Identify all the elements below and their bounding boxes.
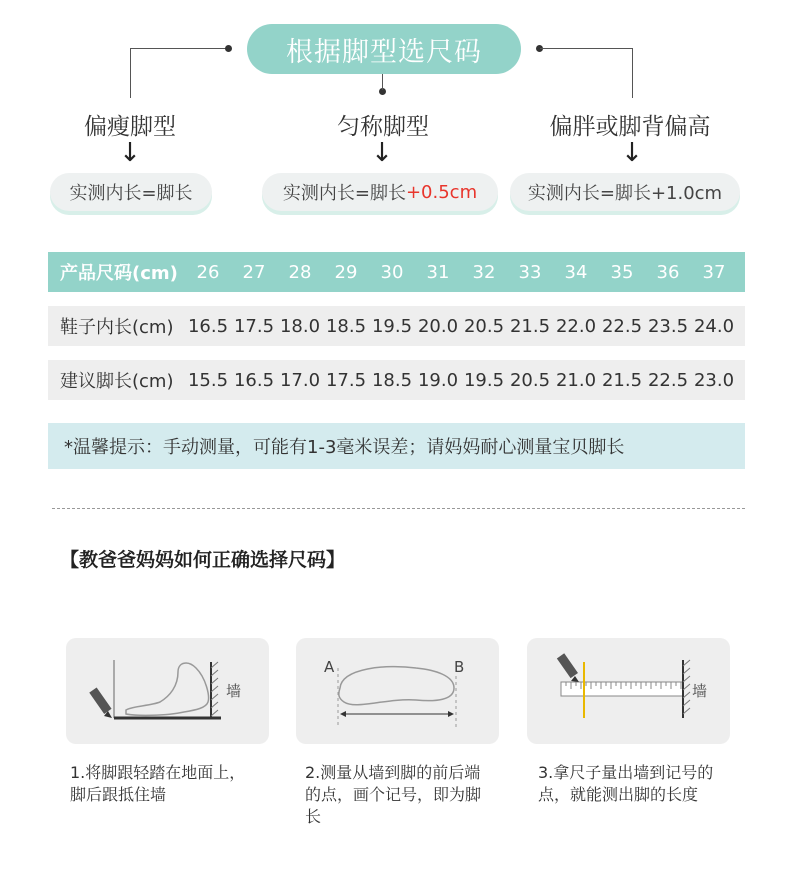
table-cell: 22.5 — [647, 369, 689, 391]
foot-outline-measure-icon — [296, 638, 499, 744]
table-cell: 24.0 — [693, 315, 735, 337]
table-cell: 35 — [610, 261, 634, 283]
formula-text: 实测内长=脚长 — [69, 183, 193, 204]
table-cell: 22.5 — [601, 315, 643, 337]
table-cell: 37 — [702, 261, 726, 283]
table-cell: 20.5 — [463, 315, 505, 337]
connector-mid-v — [382, 74, 383, 90]
table-cell: 19.0 — [417, 369, 459, 391]
connector-right-v — [632, 48, 633, 98]
formula-normal — [262, 173, 498, 211]
step1-caption: 1.将脚跟轻踏在地面上，脚后跟抵住墙 — [70, 763, 246, 804]
formula-extra: +0.5cm — [405, 181, 478, 203]
table-cell: 21.0 — [555, 369, 597, 391]
table-cell: 17.0 — [279, 369, 321, 391]
step3-illustration — [527, 638, 730, 744]
step3-caption: 3.拿尺子量出墙到记号的点，就能测出脚的长度 — [538, 763, 714, 804]
ruler-measure-icon — [527, 638, 730, 744]
table-cell: 29 — [334, 261, 358, 283]
table-cell: 21.5 — [509, 315, 551, 337]
table-cell: 15.5 — [187, 369, 229, 391]
point-b-label: B — [454, 658, 465, 676]
arrow-down-icon: ↓ — [371, 138, 393, 168]
header-label: 产品尺码(cm) — [60, 263, 178, 284]
table-cell: 16.5 — [233, 369, 275, 391]
table-row — [48, 306, 745, 346]
step2-caption: 2.测量从墙到脚的前后端的点，画个记号，即为脚长 — [305, 763, 482, 826]
formula-wide — [510, 173, 740, 211]
point-a-label: A — [324, 658, 335, 676]
formula-text: 实测内长=脚长+1.0cm — [527, 183, 723, 204]
table-cell: 36 — [656, 261, 680, 283]
size-table-header — [48, 252, 745, 292]
row-label: 鞋子内长(cm) — [60, 317, 174, 338]
arrow-down-icon: ↓ — [621, 138, 643, 168]
foot-type-slim: 偏瘦脚型 — [84, 114, 176, 140]
step2-illustration — [296, 638, 499, 744]
table-row — [48, 360, 745, 400]
table-cell: 18.5 — [371, 369, 413, 391]
tip-banner: *温馨提示：手动测量，可能有1-3毫米误差；请妈妈耐心测量宝贝脚长 — [48, 423, 745, 469]
table-cell: 23.5 — [647, 315, 689, 337]
connector-left-dot — [225, 45, 232, 52]
table-cell: 23.0 — [693, 369, 735, 391]
row-cells — [185, 316, 745, 337]
table-cell: 16.5 — [187, 315, 229, 337]
connector-left-h — [130, 48, 228, 49]
formula-text: 实测内长=脚长 — [282, 183, 406, 204]
connector-left-v — [130, 48, 131, 98]
table-cell: 17.5 — [233, 315, 275, 337]
foot-type-normal: 匀称脚型 — [337, 114, 429, 140]
table-cell: 30 — [380, 261, 404, 283]
wall-label: 墙 — [226, 682, 242, 700]
row-label: 建议脚长(cm) — [60, 371, 174, 392]
table-cell: 28 — [288, 261, 312, 283]
guide-heading: 【教爸爸妈妈如何正确选择尺码】 — [60, 549, 346, 571]
table-cell: 18.5 — [325, 315, 367, 337]
connector-right-h — [540, 48, 632, 49]
table-cell: 20.0 — [417, 315, 459, 337]
wall-label: 墙 — [692, 682, 708, 700]
table-cell: 18.0 — [279, 315, 321, 337]
step1-illustration — [66, 638, 269, 744]
table-cell: 32 — [472, 261, 496, 283]
page-title: 根据脚型选尺码 — [247, 24, 521, 74]
foot-type-wide: 偏胖或脚背偏高 — [549, 114, 711, 140]
foot-against-wall-icon — [66, 638, 269, 744]
arrow-down-icon: ↓ — [119, 138, 141, 168]
table-cell: 17.5 — [325, 369, 367, 391]
header-cells — [185, 262, 745, 283]
table-cell: 21.5 — [601, 369, 643, 391]
table-cell: 20.5 — [509, 369, 551, 391]
table-cell: 19.5 — [371, 315, 413, 337]
dashed-divider — [52, 508, 745, 509]
table-cell: 34 — [564, 261, 588, 283]
table-cell: 19.5 — [463, 369, 505, 391]
formula-slim — [50, 173, 212, 211]
table-cell: 27 — [242, 261, 266, 283]
table-cell: 33 — [518, 261, 542, 283]
table-cell: 26 — [196, 261, 220, 283]
table-cell: 31 — [426, 261, 450, 283]
table-cell: 22.0 — [555, 315, 597, 337]
row-cells — [185, 370, 745, 391]
